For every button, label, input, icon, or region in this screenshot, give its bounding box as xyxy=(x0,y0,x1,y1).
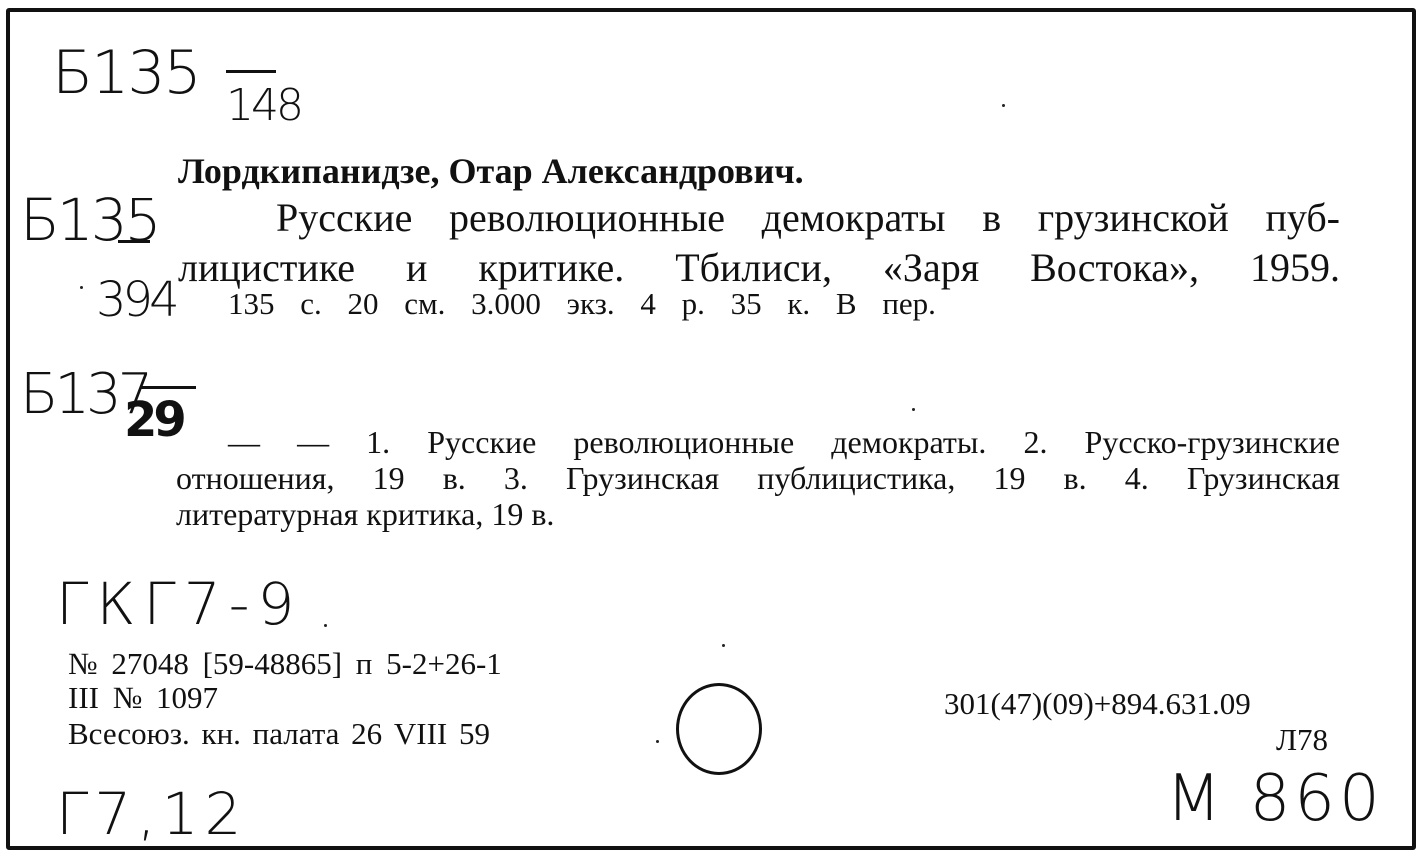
handwritten-code-2: Г7,12 xyxy=(56,780,248,848)
series-number-line: III № 1097 xyxy=(68,680,219,715)
speck xyxy=(722,644,725,647)
handwritten-shelf-mark-3: Б137 xyxy=(20,362,150,427)
speck xyxy=(1002,104,1005,107)
handwritten-shelf-mark-2-sub: 394 xyxy=(96,272,176,328)
subjects-line-2: отношения, 19 в. 3. Грузинская публицистика, 19 в. 4. Грузинская xyxy=(176,460,1340,496)
handwritten-shelf-mark-1-sub: 148 xyxy=(226,80,301,131)
handwritten-code-3: М 860 xyxy=(1166,762,1384,836)
handwritten-shelf-mark-3-sub: 29 xyxy=(124,392,183,448)
speck xyxy=(324,624,327,627)
classification-code: 301(47)(09)+894.631.09 xyxy=(944,686,1251,721)
card-number-line: № 27048 [59-48865] п 5-2+26-1 xyxy=(68,646,502,681)
title-line-2: лицистике и критике. Тбилиси, «Заря Востока», 1959. xyxy=(178,245,1340,290)
author-mark: Л78 xyxy=(1276,722,1329,757)
author-heading: Лордкипанидзе, Отар Александрович. xyxy=(178,151,804,191)
subjects-line-3: литературная критика, 19 в. xyxy=(176,496,555,532)
title-line-1: Русские революционные демократы в грузинской пуб- xyxy=(276,195,1340,240)
speck xyxy=(912,408,915,411)
book-chamber-line: Всесоюз. кн. палата 26 VIII 59 xyxy=(68,716,491,751)
handwritten-shelf-mark-1: Б135 xyxy=(52,38,200,108)
shelf-mark-3-overline xyxy=(140,386,196,389)
shelf-mark-2-underline xyxy=(118,240,150,243)
punch-hole-circle xyxy=(676,683,762,775)
handwritten-code-1: ГКГ7-9 xyxy=(56,570,303,638)
shelf-mark-1-overline xyxy=(226,70,276,73)
subjects-line-1: — — 1. Русские революционные демократы. 2. Русско-грузинские xyxy=(228,424,1340,460)
speck xyxy=(656,740,659,743)
speck xyxy=(80,286,83,289)
handwritten-shelf-mark-2: Б135 xyxy=(20,186,159,254)
physical-description: 135 с. 20 см. 3.000 экз. 4 р. 35 к. В пер. xyxy=(228,286,936,321)
